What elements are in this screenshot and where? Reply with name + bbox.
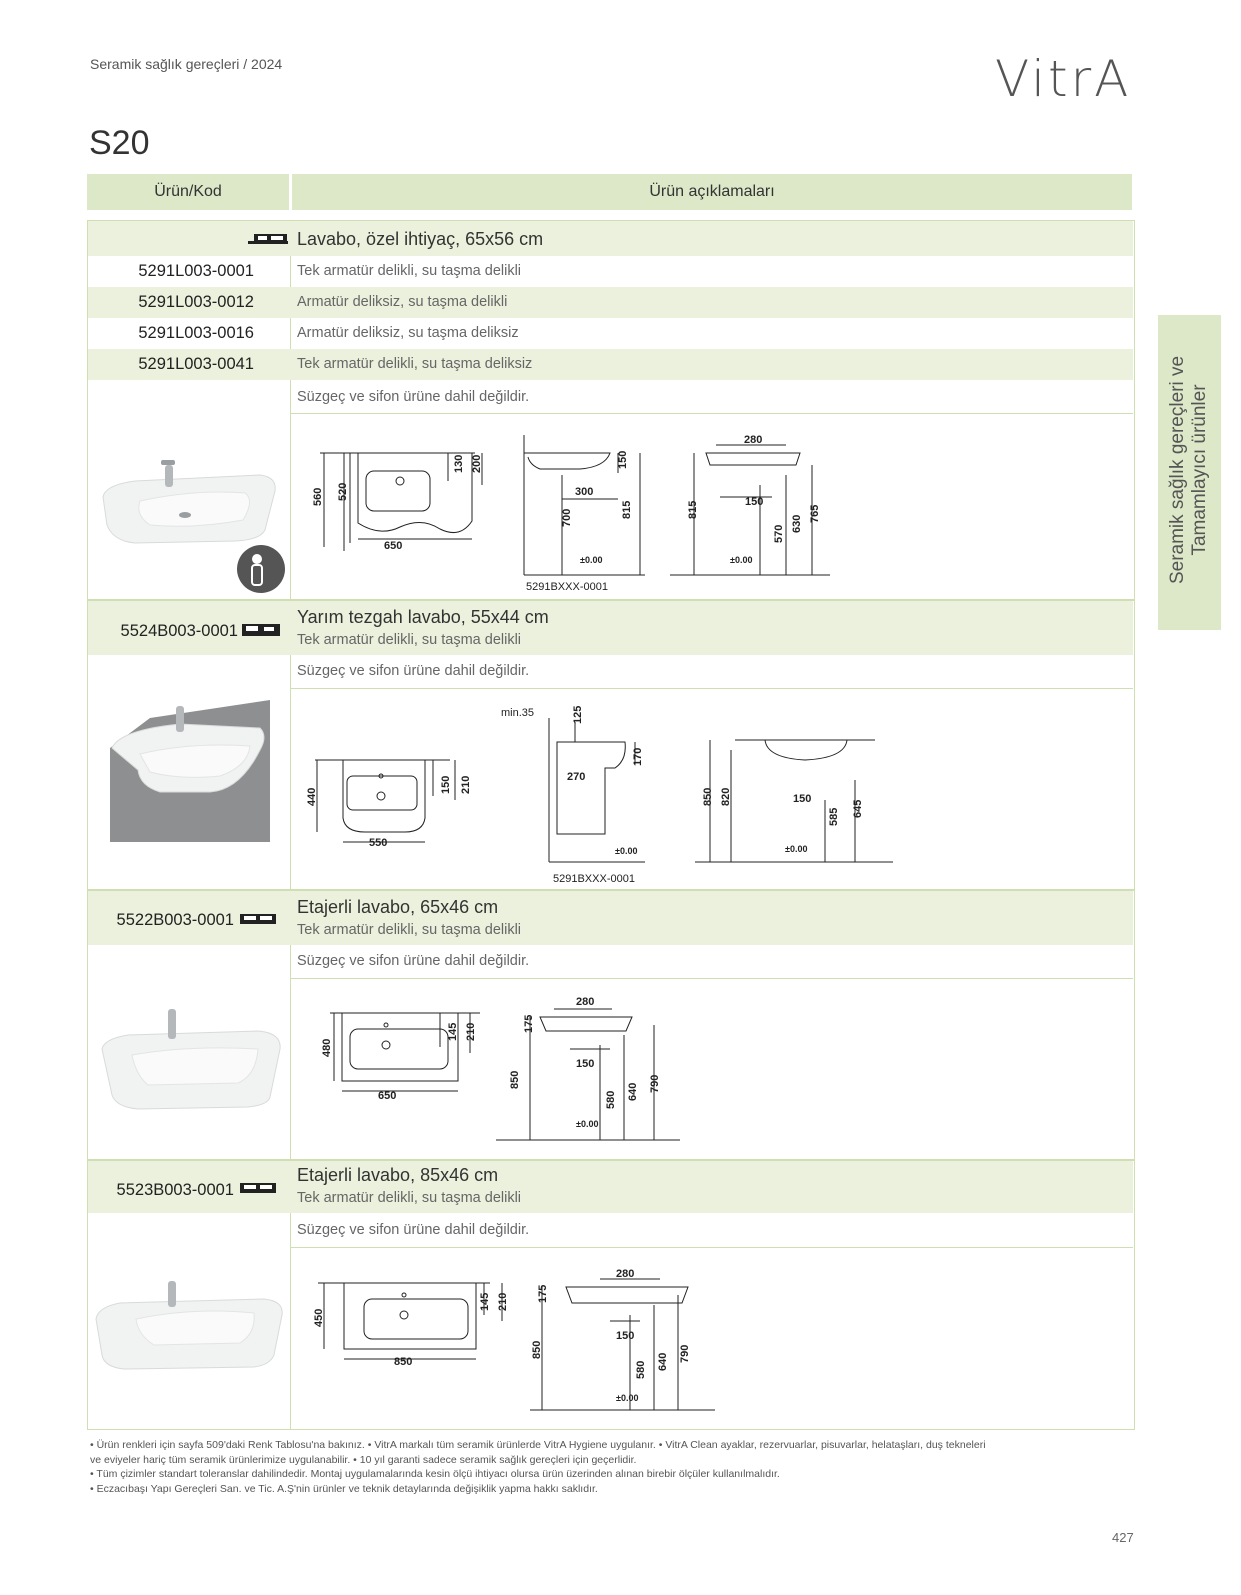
dim-label: 150 <box>745 496 764 508</box>
dim-label: 700 <box>561 508 573 527</box>
dim-label: 650 <box>378 1090 397 1102</box>
dim-label: 850 <box>531 1340 543 1359</box>
product-3-description: Tek armatür delikli, su taşma delikli <box>297 922 522 938</box>
dim-label: ±0.00 <box>576 1119 599 1129</box>
dim-label: 210 <box>465 1022 477 1041</box>
dim-label: 145 <box>479 1292 491 1311</box>
variant-code: 5291L003-0001 <box>138 262 254 280</box>
vanity-basin-icon <box>240 912 276 926</box>
dim-label: 640 <box>627 1082 639 1101</box>
dim-label: ±0.00 <box>616 1393 639 1403</box>
dim-label: 450 <box>313 1308 325 1327</box>
dim-label: 630 <box>791 514 803 533</box>
dim-label: 210 <box>460 775 472 794</box>
dim-label: 280 <box>616 1268 635 1280</box>
variant-description: Armatür deliksiz, su taşma deliksiz <box>297 325 519 341</box>
dim-label: 210 <box>497 1292 509 1311</box>
dim-label: ±0.00 <box>730 555 753 565</box>
footer-line: • Eczacıbaşı Yapı Gereçleri San. ve Tic. A.Ş'nin ürünler ve teknik detaylarında değişiklik yapma hakkı saklıdır. <box>90 1482 598 1495</box>
dim-label: 300 <box>575 486 594 498</box>
product-3-technical-drawing <box>320 995 690 1150</box>
product-2-description: Tek armatür delikli, su taşma delikli <box>297 632 522 648</box>
side-tab-line2: Tamamlayıcı ürünler <box>1189 384 1210 556</box>
product-1-title: Lavabo, özel ihtiyaç, 65x56 cm <box>297 229 544 249</box>
dim-label: 150 <box>793 793 812 805</box>
dim-label: ±0.00 <box>785 844 808 854</box>
dim-label: 650 <box>384 540 403 552</box>
dim-label: 850 <box>394 1356 413 1368</box>
dim-label: 175 <box>537 1284 549 1303</box>
dim-label: 580 <box>635 1360 647 1379</box>
bracket-code: 5291BXXX-0001 <box>526 581 608 593</box>
variant-description: Tek armatür delikli, su taşma deliksiz <box>297 356 533 372</box>
product-3-code: 5522B003-0001 <box>116 911 234 929</box>
footer-line: • Tüm çizimler standart toleranslar dahilindedir. Montaj uygulamalarında kesin ölçü ihtiyacı olursa ürün üzerinden alınan birebir ölçüler kullanılmalıdır. <box>90 1468 780 1480</box>
dim-label: 280 <box>744 434 763 446</box>
dim-label: 815 <box>621 500 633 519</box>
dim-label: 550 <box>369 837 388 849</box>
dim-label: 850 <box>702 787 714 806</box>
dim-label: 815 <box>687 500 699 519</box>
product-4-code: 5523B003-0001 <box>116 1181 234 1199</box>
product-1-photo <box>95 445 287 595</box>
dim-label: 440 <box>306 787 318 806</box>
product-2-title: Yarım tezgah lavabo, 55x44 cm <box>297 607 549 627</box>
brand-logo: VitrA <box>995 50 1132 108</box>
dim-label: 125 <box>572 705 584 724</box>
dim-label: 145 <box>447 1022 459 1041</box>
dim-label: 280 <box>576 996 595 1008</box>
semi-recessed-basin-icon <box>242 622 280 638</box>
product-4-note: Süzgeç ve sifon ürüne dahil değildir. <box>297 1222 530 1238</box>
dim-label: 150 <box>617 450 629 469</box>
dim-label: 520 <box>337 482 349 501</box>
dim-label: 570 <box>773 524 785 543</box>
product-4-description: Tek armatür delikli, su taşma delikli <box>297 1190 522 1206</box>
dim-label: 150 <box>616 1330 635 1342</box>
footer-line: ve eviyeler hariç tüm seramik ürünlerimize uygulanabilir. • 10 yıl garanti sadece seramik sağlık gereçleri için geçerlidir. <box>90 1453 637 1466</box>
dim-label: 765 <box>809 504 821 523</box>
product-3-note: Süzgeç ve sifon ürüne dahil değildir. <box>297 953 530 969</box>
dim-label: 580 <box>605 1090 617 1109</box>
dim-label: ±0.00 <box>615 846 638 856</box>
footer-notes <box>90 1438 1140 1496</box>
dim-label: 175 <box>523 1014 535 1033</box>
dim-label: 170 <box>632 747 644 766</box>
dim-label: 270 <box>567 771 586 783</box>
dim-label: 790 <box>679 1344 691 1363</box>
variant-code: 5291L003-0041 <box>138 355 254 373</box>
dim-label: 645 <box>852 799 864 818</box>
product-4-photo <box>94 1275 286 1385</box>
dim-label: 560 <box>312 487 324 506</box>
product-1-note: Süzgeç ve sifon ürüne dahil değildir. <box>297 389 530 405</box>
bracket-code: 5291BXXX-0001 <box>553 873 635 885</box>
dim-label: 150 <box>576 1058 595 1070</box>
variant-description: Armatür deliksiz, su taşma delikli <box>297 294 508 310</box>
column-header-description: Ürün açıklamaları <box>292 174 1132 210</box>
vanity-basin-icon <box>240 1181 276 1195</box>
catalog-subtitle: Seramik sağlık gereçleri / 2024 <box>90 56 283 72</box>
variant-description: Tek armatür delikli, su taşma delikli <box>297 263 522 279</box>
dim-label: 200 <box>471 454 483 473</box>
dim-label: 820 <box>720 787 732 806</box>
dim-label: ±0.00 <box>580 555 603 565</box>
page-number: 427 <box>1112 1530 1134 1545</box>
product-2-technical-drawing <box>305 700 905 885</box>
product-1-technical-drawing <box>300 425 840 595</box>
column-header-code: Ürün/Kod <box>87 174 289 210</box>
dim-label: 150 <box>440 775 452 794</box>
product-3-title: Etajerli lavabo, 65x46 cm <box>297 897 499 917</box>
dim-label: 640 <box>657 1352 669 1371</box>
variant-code: 5291L003-0012 <box>138 293 254 311</box>
product-1-title-row <box>88 221 1133 256</box>
dim-label: 130 <box>453 454 465 473</box>
dim-label: 850 <box>509 1070 521 1089</box>
section-side-tab <box>1158 315 1221 630</box>
footer-line: • Ürün renkleri için sayfa 509'daki Renk Tablosu'na bakınız. • VitrA markalı tüm seramik ürünlerde VitrA Hygiene uygulanır. • VitrA Clean ayaklar, rezervuarlar, pisuvarlar, helataşları, duş tekneleri <box>90 1439 986 1451</box>
dim-label: 790 <box>649 1074 661 1093</box>
product-3-photo <box>98 1005 286 1125</box>
dim-label: 480 <box>321 1038 333 1057</box>
product-2-photo <box>110 700 270 842</box>
product-2-code: 5524B003-0001 <box>120 622 238 640</box>
product-4-technical-drawing <box>310 1265 730 1420</box>
dim-label: min.35 <box>501 707 535 719</box>
product-2-note: Süzgeç ve sifon ürüne dahil değildir. <box>297 663 530 679</box>
side-tab-line1: Seramik sağlık gereçleri ve <box>1167 355 1188 585</box>
variant-code: 5291L003-0016 <box>138 324 254 342</box>
product-4-title: Etajerli lavabo, 85x46 cm <box>297 1165 499 1185</box>
wall-basin-icon <box>248 232 288 246</box>
page-title: S20 <box>89 124 150 162</box>
dim-label: 585 <box>828 807 840 826</box>
